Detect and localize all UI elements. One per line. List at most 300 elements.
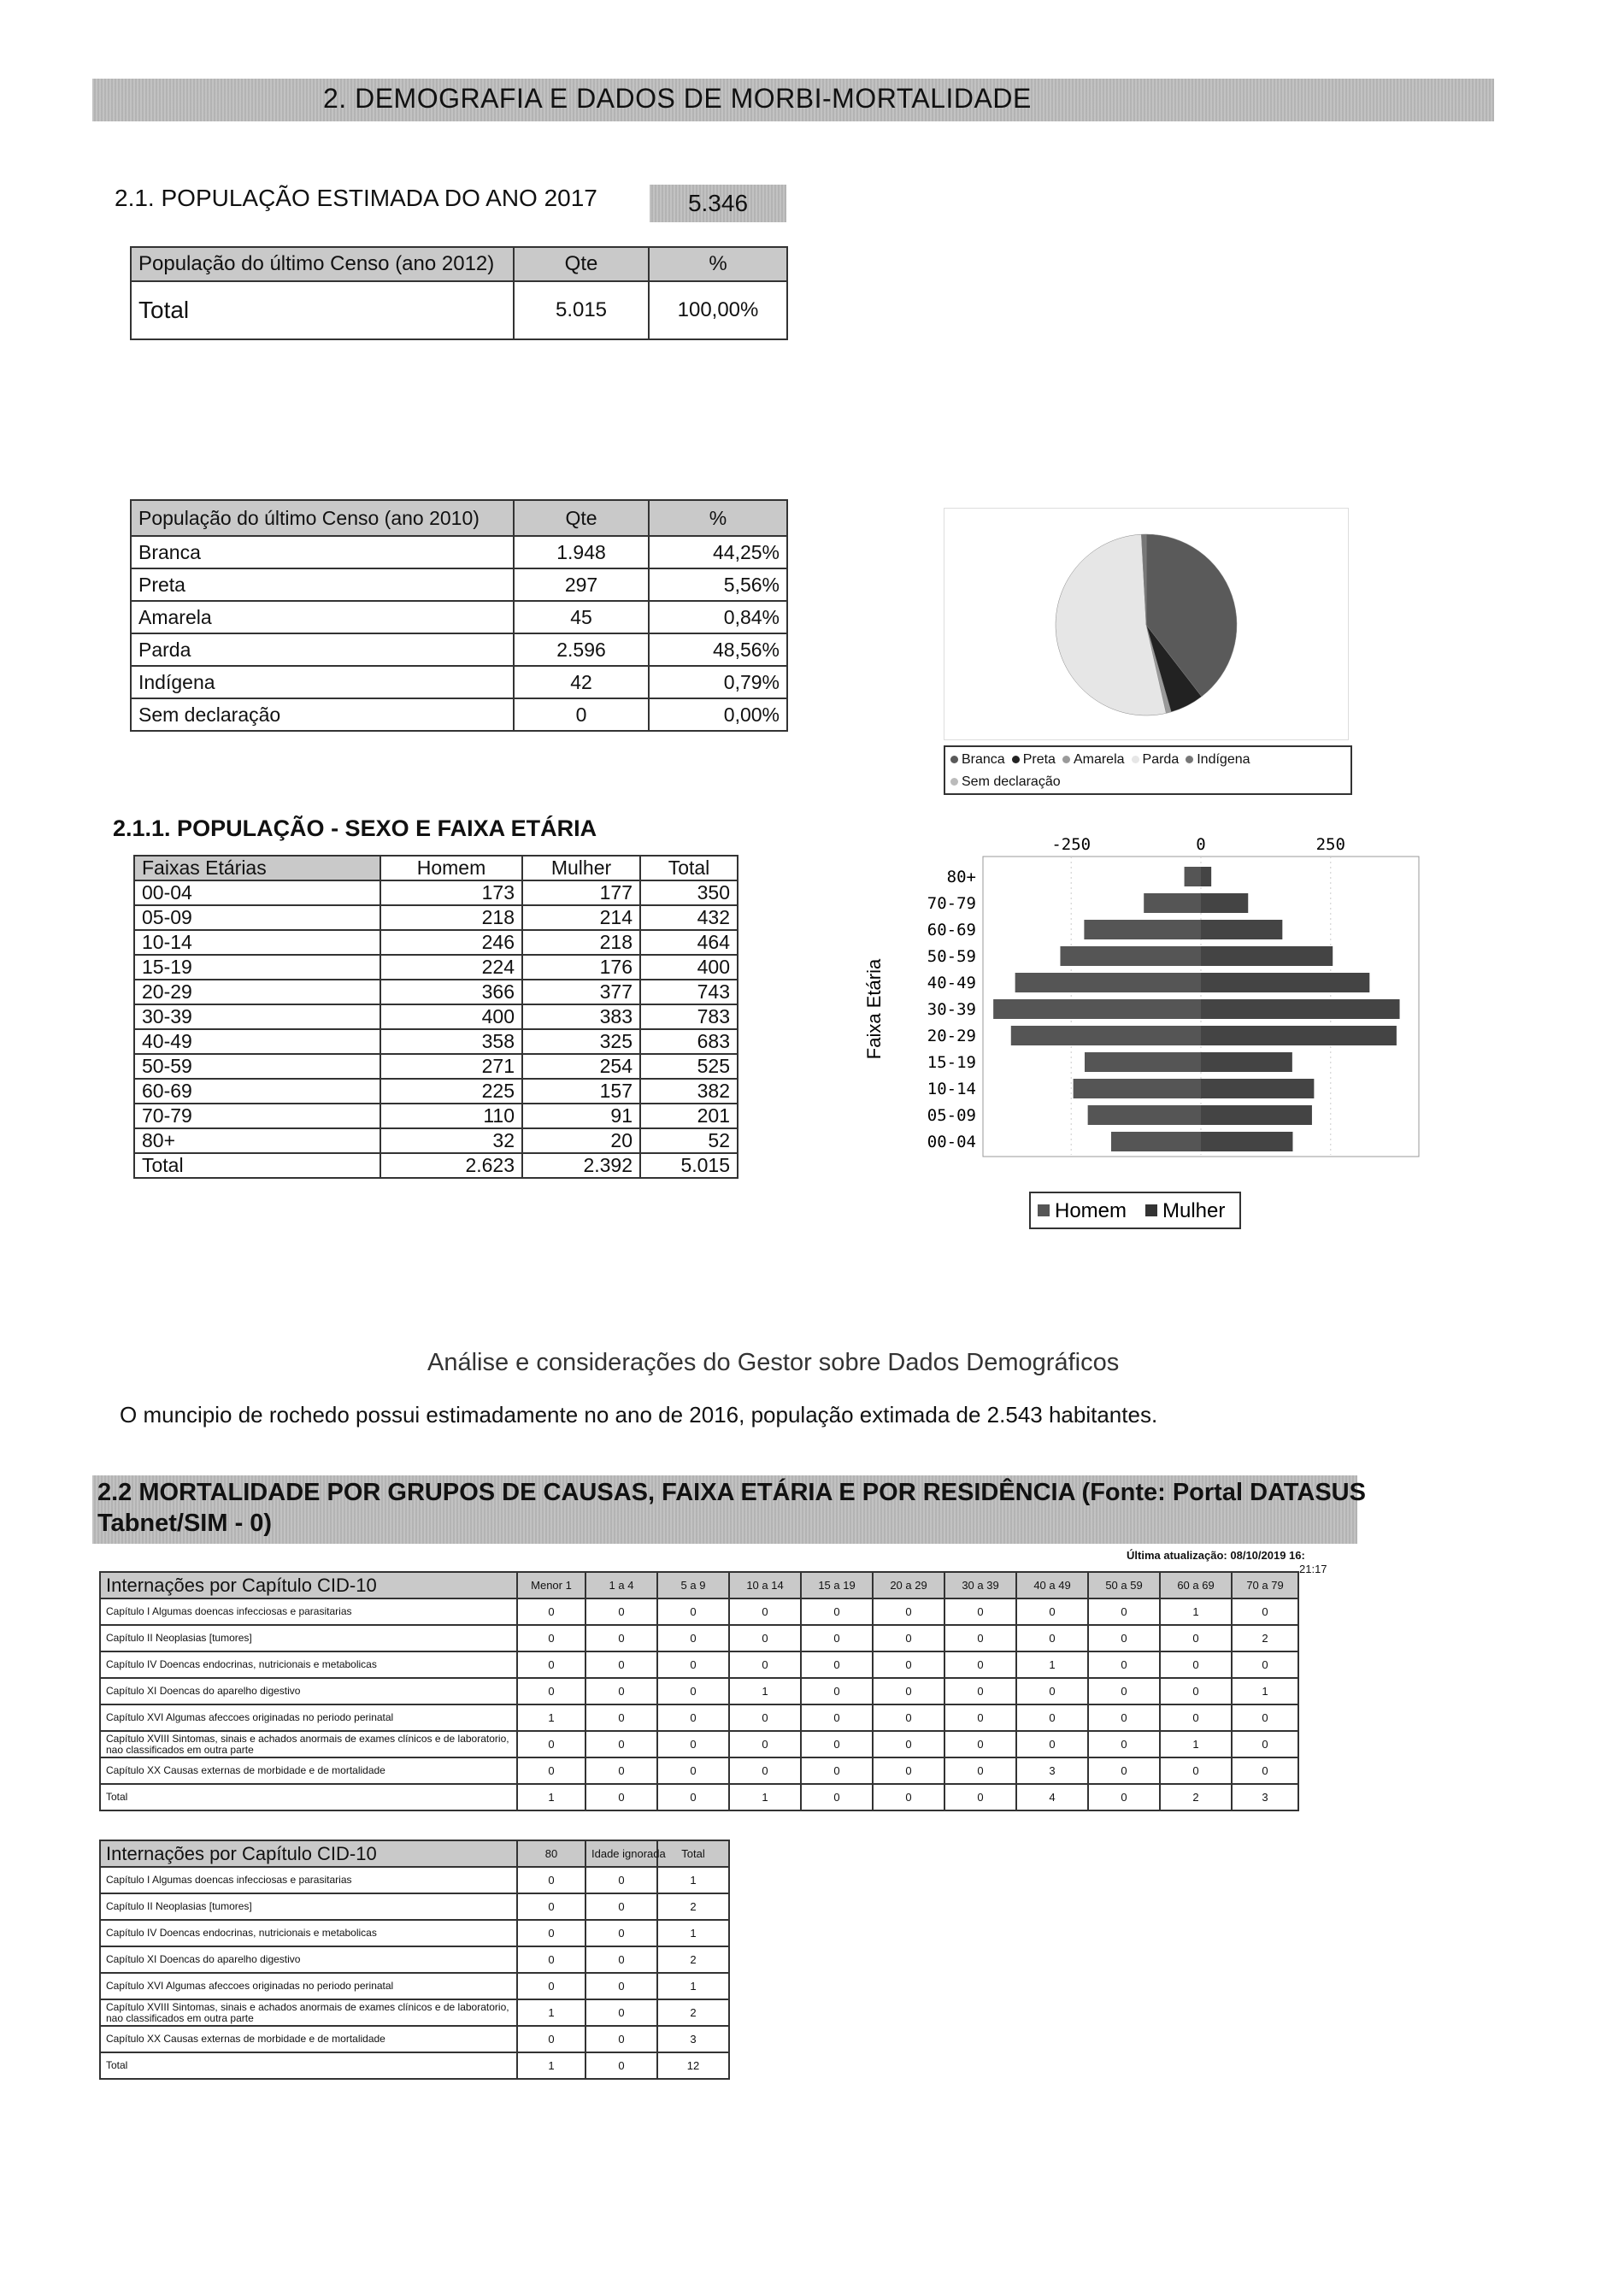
cid-table-1: [99, 1571, 1299, 1811]
faixa-homem: 400: [380, 1004, 522, 1029]
faixa-mulher: 91: [522, 1104, 640, 1128]
cid1-value: 0: [801, 1598, 873, 1625]
censo-2010-row: [131, 666, 787, 698]
cid1-value: 0: [944, 1598, 1016, 1625]
cid2-value: 1: [517, 1999, 585, 2026]
censo-2010-header-pct: %: [649, 500, 787, 536]
cid1-value: 0: [657, 1678, 729, 1704]
cid1-value: 0: [585, 1678, 657, 1704]
cid2-value: 12: [657, 2052, 729, 2079]
cid1-row: [100, 1598, 1298, 1625]
pyramid-bar-mulher: [1201, 946, 1333, 966]
pie-legend-label: Sem declaração: [962, 774, 1061, 789]
cid2-header-cell: 80: [517, 1840, 585, 1867]
cid1-value: 0: [517, 1651, 585, 1678]
cid1-value: 0: [729, 1598, 801, 1625]
cid2-chapter: Capítulo IV Doencas endocrinas, nutricionais e metabolicas: [100, 1920, 517, 1946]
faixa-row: [134, 1029, 738, 1054]
mortalidade-header: [92, 1475, 1366, 1544]
cid2-chapter: Capítulo XI Doencas do aparelho digestivo: [100, 1946, 517, 1973]
pie-legend-label: Branca: [962, 752, 1005, 767]
cid1-value: 0: [1160, 1757, 1232, 1784]
legend-dot-icon: [1186, 756, 1193, 763]
cid1-value: 0: [801, 1678, 873, 1704]
pyramid-y-tick: 20-29: [927, 1027, 976, 1045]
cid2-row: [100, 1893, 729, 1920]
cid2-row: [100, 1999, 729, 2026]
faixa-total: 5.015: [640, 1153, 738, 1178]
pie-legend-item: [1012, 752, 1056, 767]
cid1-value: 0: [1088, 1598, 1160, 1625]
cid1-value: 0: [729, 1731, 801, 1757]
censo-2012-total-pct: 100,00%: [649, 281, 787, 339]
faixa-homem: 246: [380, 930, 522, 955]
legend-dot-icon: [1062, 756, 1070, 763]
pyramid-y-tick: 60-69: [927, 921, 976, 939]
pyramid-y-label: Faixa Etária: [863, 958, 885, 1060]
cid1-value: 0: [729, 1625, 801, 1651]
cid1-value: 2: [1232, 1625, 1298, 1651]
cid2-value: 1: [657, 1867, 729, 1893]
cid1-value: 0: [801, 1704, 873, 1731]
cid1-row: [100, 1731, 1298, 1757]
pyramid-bar-homem: [1074, 1079, 1201, 1098]
pyramid-bar-homem: [1015, 973, 1201, 992]
cid2-chapter: Capítulo XX Causas externas de morbidade e de mortalidade: [100, 2026, 517, 2052]
censo-2010-qte: 1.948: [514, 536, 649, 568]
cid1-value: 0: [1088, 1678, 1160, 1704]
cid1-header-cell: Internações por Capítulo CID-10: [100, 1572, 517, 1598]
faixa-mulher: 20: [522, 1128, 640, 1153]
faixa-label: 40-49: [134, 1029, 380, 1054]
faixa-header-total: Total: [640, 856, 738, 880]
pyramid-bar-homem: [1144, 893, 1201, 913]
censo-2012-header-pct: %: [649, 247, 787, 281]
cid1-value: 0: [657, 1704, 729, 1731]
censo-2010-label: Branca: [131, 536, 514, 568]
censo-2010-qte: 42: [514, 666, 649, 698]
cid2-row: [100, 1867, 729, 1893]
cid1-value: 0: [944, 1784, 1016, 1810]
cid1-value: 0: [801, 1731, 873, 1757]
pyramid-bar-mulher: [1201, 999, 1400, 1019]
cid2-value: 0: [585, 1973, 657, 1999]
update-line-1: Última atualização: 08/10/2019 16:: [1127, 1549, 1305, 1562]
cid2-value: 0: [585, 1946, 657, 1973]
cid2-value: 1: [517, 2052, 585, 2079]
cid1-header-cell: 30 a 39: [944, 1572, 1016, 1598]
faixa-label: Total: [134, 1153, 380, 1178]
faixa-total: 464: [640, 930, 738, 955]
cid2-row: [100, 1973, 729, 1999]
cid1-value: 0: [517, 1625, 585, 1651]
cid2-row: [100, 2026, 729, 2052]
faixa-homem: 32: [380, 1128, 522, 1153]
faixa-total: 525: [640, 1054, 738, 1079]
cid1-row: [100, 1678, 1298, 1704]
cid1-value: 0: [585, 1757, 657, 1784]
cid2-value: 0: [585, 1920, 657, 1946]
cid1-value: 0: [517, 1731, 585, 1757]
faixa-homem: 173: [380, 880, 522, 905]
cid2-row: [100, 1920, 729, 1946]
cid2-row: [100, 2052, 729, 2079]
cid1-value: 0: [1160, 1678, 1232, 1704]
cid2-header-row: [100, 1840, 729, 1867]
pie-legend-item: [950, 774, 1061, 789]
censo-2010-row: [131, 536, 787, 568]
faixa-row: [134, 905, 738, 930]
censo-2010-label: Indígena: [131, 666, 514, 698]
censo-2010-header: População do último Censo (ano 2010): [131, 500, 514, 536]
faixa-total: 201: [640, 1104, 738, 1128]
censo-2010-qte: 45: [514, 601, 649, 633]
faixa-mulher: 214: [522, 905, 640, 930]
censo-2010-row: [131, 633, 787, 666]
censo-2010-label: Parda: [131, 633, 514, 666]
analise-title: Análise e considerações do Gestor sobre Dados Demográficos: [427, 1349, 1120, 1376]
cid-table-2: [99, 1840, 730, 2080]
pyramid-bar-homem: [993, 999, 1201, 1019]
cid1-value: 0: [1016, 1678, 1088, 1704]
pyramid-bar-mulher: [1201, 1052, 1292, 1072]
cid1-value: 0: [657, 1757, 729, 1784]
cid1-value: 1: [1160, 1598, 1232, 1625]
legend-dot-icon: [950, 778, 958, 786]
censo-2010-pct: 48,56%: [649, 633, 787, 666]
cid1-value: 1: [1232, 1678, 1298, 1704]
cid2-value: 0: [517, 1920, 585, 1946]
cid1-value: 0: [873, 1704, 944, 1731]
cid1-value: 0: [944, 1625, 1016, 1651]
pyramid-bar-homem: [1111, 1132, 1201, 1151]
censo-2010-label: Preta: [131, 568, 514, 601]
cid1-value: 0: [729, 1651, 801, 1678]
legend-dot-icon: [1012, 756, 1020, 763]
pyramid-bar-mulher: [1201, 1079, 1314, 1098]
cid2-value: 3: [657, 2026, 729, 2052]
cid1-value: 0: [729, 1757, 801, 1784]
faixa-mulher: 157: [522, 1079, 640, 1104]
faixa-title: 2.1.1. POPULAÇÃO - SEXO E FAIXA ETÁRIA: [113, 815, 597, 841]
legend-square-icon: [1038, 1204, 1050, 1216]
cid1-value: 0: [873, 1651, 944, 1678]
faixa-total: 683: [640, 1029, 738, 1054]
cid1-header-cell: 20 a 29: [873, 1572, 944, 1598]
pyramid-legend-mulher: Mulher: [1162, 1199, 1226, 1222]
cid1-chapter: Total: [100, 1784, 517, 1810]
cid1-value: 0: [657, 1784, 729, 1810]
cid1-value: 0: [944, 1704, 1016, 1731]
cid2-value: 0: [517, 1867, 585, 1893]
faixa-total: 783: [640, 1004, 738, 1029]
cid1-value: 1: [729, 1784, 801, 1810]
pie-legend-item: [1186, 752, 1250, 767]
faixa-row: [134, 980, 738, 1004]
pyramid-y-tick: 40-49: [927, 974, 976, 992]
cid2-header-cell: Idade ignorada: [585, 1840, 657, 1867]
censo-2012-total-label: Total: [131, 281, 514, 339]
faixa-row: [134, 1128, 738, 1153]
pyramid-y-tick: 00-04: [927, 1133, 976, 1151]
cid1-value: 0: [585, 1598, 657, 1625]
cid2-value: 2: [657, 1946, 729, 1973]
pyramid-y-tick: 80+: [946, 868, 976, 886]
cid1-value: 0: [729, 1704, 801, 1731]
cid2-value: 0: [517, 1893, 585, 1920]
cid1-value: 0: [873, 1784, 944, 1810]
cid1-value: 1: [517, 1704, 585, 1731]
faixa-homem: 225: [380, 1079, 522, 1104]
cid1-value: 0: [1088, 1625, 1160, 1651]
cid2-value: 1: [657, 1973, 729, 1999]
cid1-chapter: Capítulo XVI Algumas afeccoes originadas no periodo perinatal: [100, 1704, 517, 1731]
cid2-value: 0: [585, 1893, 657, 1920]
cid1-chapter: Capítulo II Neoplasias [tumores]: [100, 1625, 517, 1651]
pie-legend-item: [950, 752, 1005, 767]
cid1-value: 0: [873, 1625, 944, 1651]
cid1-value: 0: [944, 1651, 1016, 1678]
faixa-homem: 358: [380, 1029, 522, 1054]
cid1-value: 0: [517, 1757, 585, 1784]
faixa-homem: 218: [380, 905, 522, 930]
cid1-value: 0: [1232, 1731, 1298, 1757]
cid1-chapter: Capítulo I Algumas doencas infecciosas e parasitarias: [100, 1598, 517, 1625]
cid2-value: 1: [657, 1920, 729, 1946]
faixa-row: [134, 880, 738, 905]
faixa-header-homem: Homem: [380, 856, 522, 880]
censo-2010-row: [131, 698, 787, 731]
faixa-mulher: 377: [522, 980, 640, 1004]
cid1-chapter: Capítulo XVIII Sintomas, sinais e achados anormais de exames clínicos e de laboratorio, nao classificados em outra parte: [100, 1731, 517, 1757]
cid1-header-cell: 60 a 69: [1160, 1572, 1232, 1598]
faixa-homem: 271: [380, 1054, 522, 1079]
pyramid-bar-mulher: [1201, 1105, 1312, 1125]
censo-2010-qte: 0: [514, 698, 649, 731]
faixa-row: [134, 1104, 738, 1128]
faixa-label: 15-19: [134, 955, 380, 980]
cid1-value: 4: [1016, 1784, 1088, 1810]
cid1-value: 0: [944, 1731, 1016, 1757]
cid2-value: 0: [517, 1973, 585, 1999]
pie-legend-item: [1062, 752, 1125, 767]
cid1-value: 0: [1016, 1731, 1088, 1757]
cid1-header-cell: 10 a 14: [729, 1572, 801, 1598]
faixa-mulher: 383: [522, 1004, 640, 1029]
cid1-row: [100, 1625, 1298, 1651]
cid1-value: 0: [585, 1704, 657, 1731]
faixa-homem: 2.623: [380, 1153, 522, 1178]
pyramid-bar-mulher: [1201, 1132, 1292, 1151]
cid1-header-cell: 15 a 19: [801, 1572, 873, 1598]
cid1-header-row: [100, 1572, 1298, 1598]
pie-legend-label: Amarela: [1073, 752, 1125, 767]
pie-legend: [944, 745, 1352, 795]
faixa-header-faixas: Faixas Etárias: [134, 856, 380, 880]
faixa-homem: 366: [380, 980, 522, 1004]
cid1-header-cell: 40 a 49: [1016, 1572, 1088, 1598]
pyramid-bar-homem: [1011, 1026, 1201, 1045]
censo-2012-table: [130, 246, 788, 340]
censo-2010-pct: 0,00%: [649, 698, 787, 731]
faixa-total: 432: [640, 905, 738, 930]
cid1-value: 0: [1232, 1757, 1298, 1784]
cid2-value: 0: [585, 1867, 657, 1893]
cid2-chapter: Capítulo I Algumas doencas infecciosas e parasitarias: [100, 1867, 517, 1893]
cid2-chapter: Capítulo XVI Algumas afeccoes originadas no periodo perinatal: [100, 1973, 517, 1999]
section-header: [92, 79, 1494, 121]
age-pyramid-chart: [855, 821, 1436, 1248]
pyramid-bar-mulher: [1201, 920, 1282, 939]
cid1-value: 1: [1160, 1731, 1232, 1757]
censo-2010-table: [130, 499, 788, 732]
censo-2010-qte: 2.596: [514, 633, 649, 666]
faixa-label: 70-79: [134, 1104, 380, 1128]
cid1-value: 0: [873, 1731, 944, 1757]
cid1-value: 0: [657, 1651, 729, 1678]
faixa-mulher: 2.392: [522, 1153, 640, 1178]
pop-estimada-value: 5.346: [650, 185, 786, 222]
cid1-row: [100, 1757, 1298, 1784]
faixa-label: 05-09: [134, 905, 380, 930]
faixa-row: [134, 930, 738, 955]
censo-2010-pct: 44,25%: [649, 536, 787, 568]
cid1-chapter: Capítulo XI Doencas do aparelho digestivo: [100, 1678, 517, 1704]
cid2-value: 0: [585, 2052, 657, 2079]
cid2-chapter: Capítulo II Neoplasias [tumores]: [100, 1893, 517, 1920]
cid1-value: 0: [585, 1625, 657, 1651]
cid1-value: 0: [517, 1598, 585, 1625]
censo-2012-header: População do último Censo (ano 2012): [131, 247, 514, 281]
cid1-row: [100, 1651, 1298, 1678]
faixa-total: 743: [640, 980, 738, 1004]
cid1-value: 0: [585, 1731, 657, 1757]
pyramid-bar-mulher: [1201, 973, 1369, 992]
pyramid-x-tick: -250: [1051, 835, 1091, 854]
faixa-mulher: 254: [522, 1054, 640, 1079]
cid1-value: 2: [1160, 1784, 1232, 1810]
pie-legend-label: Indígena: [1197, 752, 1250, 767]
section-title: 2. DEMOGRAFIA E DADOS DE MORBI-MORTALIDADE: [323, 83, 1032, 114]
cid1-value: 0: [1232, 1651, 1298, 1678]
pyramid-bar-mulher: [1201, 867, 1211, 886]
pyramid-bar-homem: [1060, 946, 1201, 966]
cid2-value: 0: [585, 1999, 657, 2026]
pyramid-y-tick: 50-59: [927, 947, 976, 966]
cid1-header-cell: 5 a 9: [657, 1572, 729, 1598]
cid1-row: [100, 1704, 1298, 1731]
pyramid-x-tick: 0: [1196, 835, 1206, 854]
cid2-value: 0: [517, 2026, 585, 2052]
cid1-value: 0: [1088, 1784, 1160, 1810]
faixa-label: 80+: [134, 1128, 380, 1153]
pyramid-bar-homem: [1084, 920, 1201, 939]
censo-2010-pct: 0,84%: [649, 601, 787, 633]
censo-2010-row: [131, 601, 787, 633]
cid1-value: 0: [944, 1678, 1016, 1704]
faixa-homem: 110: [380, 1104, 522, 1128]
censo-2010-row: [131, 568, 787, 601]
faixa-header-mulher: Mulher: [522, 856, 640, 880]
faixa-label: 20-29: [134, 980, 380, 1004]
cid1-value: 0: [1016, 1704, 1088, 1731]
pop-estimada-label: 2.1. POPULAÇÃO ESTIMADA DO ANO 2017: [115, 185, 597, 211]
cid1-value: 0: [585, 1784, 657, 1810]
faixa-total: 400: [640, 955, 738, 980]
cid1-value: 0: [1160, 1704, 1232, 1731]
cid1-value: 0: [1088, 1651, 1160, 1678]
pie-legend-label: Preta: [1022, 752, 1056, 767]
faixa-label: 60-69: [134, 1079, 380, 1104]
faixa-total: 382: [640, 1079, 738, 1104]
cid1-value: 0: [1016, 1598, 1088, 1625]
cid1-row: [100, 1784, 1298, 1810]
legend-dot-icon: [1132, 756, 1139, 763]
pyramid-y-tick: 70-79: [927, 894, 976, 913]
cid1-value: 0: [873, 1678, 944, 1704]
cid1-value: 0: [873, 1598, 944, 1625]
faixa-mulher: 176: [522, 955, 640, 980]
cid1-value: 0: [944, 1757, 1016, 1784]
pie-legend-item: [1132, 752, 1180, 767]
cid1-header-cell: 1 a 4: [585, 1572, 657, 1598]
faixa-total: 350: [640, 880, 738, 905]
mortalidade-title-2: Tabnet/SIM - 0): [97, 1510, 273, 1537]
pyramid-y-tick: 15-19: [927, 1053, 976, 1072]
faixa-row: [134, 1079, 738, 1104]
race-pie-chart: [944, 509, 1348, 739]
censo-2010-pct: 0,79%: [649, 666, 787, 698]
cid1-value: 1: [517, 1784, 585, 1810]
pyramid-legend: [1030, 1192, 1240, 1228]
faixa-table: [133, 855, 738, 1179]
censo-2012-header-qte: Qte: [514, 247, 649, 281]
faixa-label: 00-04: [134, 880, 380, 905]
pyramid-x-tick: 250: [1315, 835, 1345, 854]
cid1-value: 0: [1232, 1598, 1298, 1625]
faixa-label: 10-14: [134, 930, 380, 955]
cid2-chapter: Total: [100, 2052, 517, 2079]
cid1-value: 3: [1016, 1757, 1088, 1784]
cid1-header-cell: Menor 1: [517, 1572, 585, 1598]
cid1-value: 0: [657, 1731, 729, 1757]
cid1-value: 0: [1088, 1731, 1160, 1757]
faixa-label: 50-59: [134, 1054, 380, 1079]
cid1-value: 1: [729, 1678, 801, 1704]
mortalidade-title-1: 2.2 MORTALIDADE POR GRUPOS DE CAUSAS, FAIXA ETÁRIA E POR RESIDÊNCIA (Fonte: Portal DATASUS: [97, 1479, 1366, 1506]
pyramid-bar-mulher: [1201, 893, 1248, 913]
pyramid-y-tick: 30-39: [927, 1000, 976, 1019]
cid1-value: 0: [1016, 1625, 1088, 1651]
cid1-value: 0: [1160, 1651, 1232, 1678]
cid1-value: 0: [1088, 1704, 1160, 1731]
cid2-value: 0: [517, 1946, 585, 1973]
pie-chart-frame: [944, 508, 1349, 740]
faixa-row: [134, 1054, 738, 1079]
cid1-header-cell: 70 a 79: [1232, 1572, 1298, 1598]
cid1-value: 0: [801, 1757, 873, 1784]
cid1-value: 0: [801, 1651, 873, 1678]
cid2-value: 2: [657, 1999, 729, 2026]
pyramid-bar-mulher: [1201, 1026, 1397, 1045]
cid1-value: 0: [801, 1625, 873, 1651]
pyramid-y-tick: 10-14: [927, 1080, 976, 1098]
cid1-chapter: Capítulo XX Causas externas de morbidade e de mortalidade: [100, 1757, 517, 1784]
update-line-2: 21:17: [1299, 1563, 1327, 1575]
censo-2012-total-qte: 5.015: [514, 281, 649, 339]
faixa-row: [134, 1004, 738, 1029]
cid1-value: 1: [1016, 1651, 1088, 1678]
